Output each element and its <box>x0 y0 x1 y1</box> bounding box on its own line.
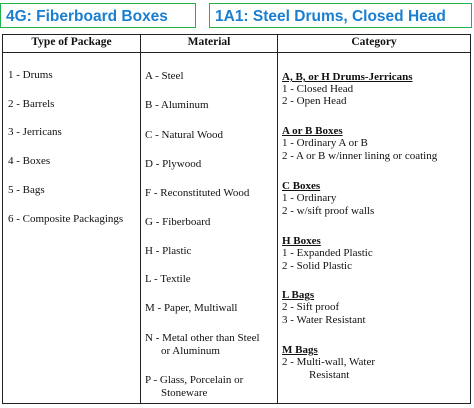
type-item: 3 - Jerricans <box>8 126 62 138</box>
category-item: 2 - Sift proof <box>282 301 340 313</box>
badge-fiberboard-boxes: 4G: Fiberboard Boxes <box>0 3 196 28</box>
type-item: 4 - Boxes <box>8 155 51 167</box>
category-item: 1 - Ordinary A or B <box>282 137 368 149</box>
category-title: A, B, or H Drums-Jerricans <box>282 71 413 83</box>
category-title: M Bags <box>282 344 318 356</box>
material-item: A - Steel <box>145 70 184 82</box>
category-title: C Boxes <box>282 180 321 192</box>
material-item: L - Textile <box>145 273 191 285</box>
material-item: P - Glass, Porcelain or <box>145 374 244 386</box>
material-item: G - Fiberboard <box>145 216 211 228</box>
header-category: Category <box>351 36 397 48</box>
column-divider <box>140 35 141 403</box>
category-item: 1 - Expanded Plastic <box>282 247 373 259</box>
package-code-table <box>2 34 471 404</box>
material-item-continued: or Aluminum <box>161 345 220 357</box>
header-divider <box>3 52 470 53</box>
category-title: L Bags <box>282 289 315 301</box>
material-item: M - Paper, Multiwall <box>145 302 238 314</box>
header-material: Material <box>187 36 231 48</box>
type-item: 2 - Barrels <box>8 98 55 110</box>
type-item: 1 - Drums <box>8 69 53 81</box>
category-item: 2 - Open Head <box>282 95 347 107</box>
material-item: N - Metal other than Steel <box>145 332 260 344</box>
material-item-continued: Stoneware <box>161 387 208 399</box>
material-item: H - Plastic <box>145 245 192 257</box>
category-item-continued: Resistant <box>309 369 350 381</box>
category-item: 2 - Multi-wall, Water <box>282 356 376 368</box>
material-item: C - Natural Wood <box>145 129 224 141</box>
category-title: H Boxes <box>282 235 321 247</box>
category-item: 2 - A or B w/inner lining or coating <box>282 150 438 162</box>
category-item: 2 - w/sift proof walls <box>282 205 375 217</box>
header-type-of-package: Type of Package <box>31 36 112 48</box>
material-item: F - Reconstituted Wood <box>145 187 250 199</box>
category-title: A or B Boxes <box>282 125 343 137</box>
type-item: 6 - Composite Packagings <box>8 213 124 225</box>
category-item: 2 - Solid Plastic <box>282 260 352 272</box>
category-item: 1 - Ordinary <box>282 192 337 204</box>
category-item: 1 - Closed Head <box>282 83 354 95</box>
column-divider <box>277 35 278 403</box>
category-item: 3 - Water Resistant <box>282 314 366 326</box>
material-item: D - Plywood <box>145 158 202 170</box>
badge-steel-drums: 1A1: Steel Drums, Closed Head <box>209 3 472 28</box>
material-item: B - Aluminum <box>145 99 209 111</box>
type-item: 5 - Bags <box>8 184 45 196</box>
